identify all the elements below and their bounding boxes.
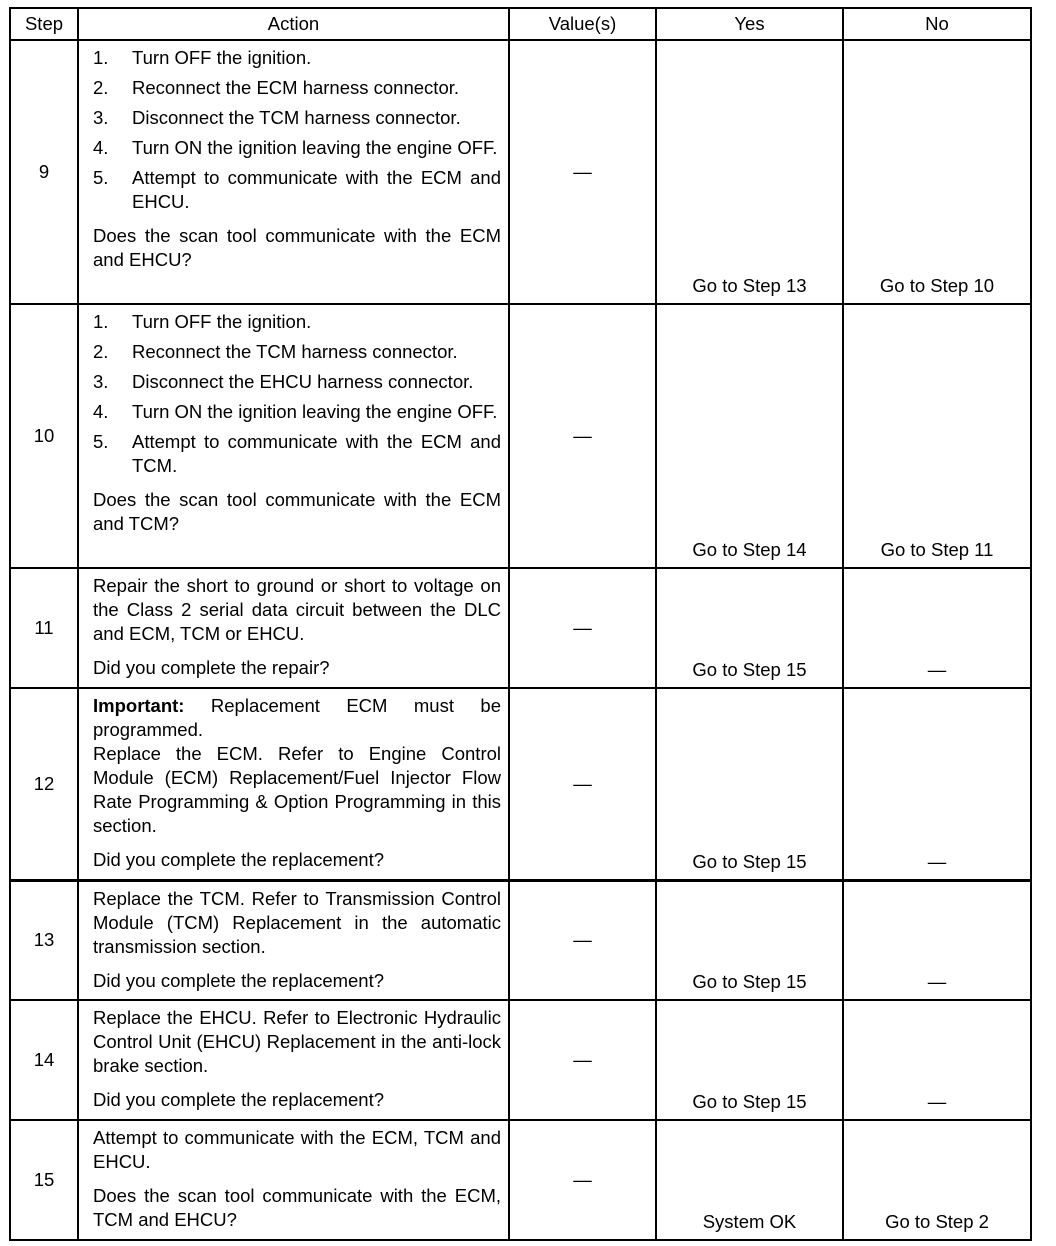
list-item xyxy=(93,106,501,130)
value-cell: — xyxy=(509,688,656,880)
list-item xyxy=(93,370,501,394)
value-cell: — xyxy=(509,304,656,568)
action-cell xyxy=(78,304,509,568)
table-row xyxy=(10,880,1031,1000)
yes-cell: System OK xyxy=(656,1120,843,1240)
instruction-text: Replace the TCM. Refer to Transmission Control Module (TCM) Replacement in the automatic transmission section. xyxy=(93,887,501,957)
table-row xyxy=(10,1000,1031,1120)
list-item xyxy=(93,310,501,334)
table-row xyxy=(10,568,1031,688)
no-cell: Go to Step 11 xyxy=(843,304,1031,568)
yes-cell: Go to Step 14 xyxy=(656,304,843,568)
value-cell: — xyxy=(509,568,656,688)
header-action: Action xyxy=(78,8,509,40)
list-item xyxy=(93,430,501,478)
header-values: Value(s) xyxy=(509,8,656,40)
diagnostic-table xyxy=(9,7,1032,1241)
item-text: Reconnect the ECM harness connector. xyxy=(132,77,460,98)
list-item xyxy=(93,76,501,100)
value-cell: — xyxy=(509,40,656,304)
item-number: 4. xyxy=(93,137,109,158)
action-cell xyxy=(78,40,509,304)
step-number: 9 xyxy=(10,40,78,304)
item-number: 5. xyxy=(93,431,109,452)
step-number: 11 xyxy=(10,568,78,688)
item-number: 2. xyxy=(93,341,109,362)
question-text: Did you complete the replacement? xyxy=(93,849,385,870)
item-number: 2. xyxy=(93,77,109,98)
step-number: 10 xyxy=(10,304,78,568)
question-text: Did you complete the replacement? xyxy=(93,969,385,991)
important-text: Replacement ECM must be programmed. xyxy=(93,695,501,740)
no-cell: — xyxy=(843,1000,1031,1120)
item-text: Turn OFF the ignition. xyxy=(132,311,312,332)
list-item xyxy=(93,400,501,424)
action-cell xyxy=(78,568,509,688)
no-cell: — xyxy=(843,880,1031,1000)
item-number: 3. xyxy=(93,107,109,128)
question-text: Does the scan tool communicate with the ECM and EHCU? xyxy=(93,225,501,270)
yes-cell: Go to Step 15 xyxy=(656,568,843,688)
instruction-text: Replace the ECM. Refer to Engine Control Module (ECM) Replacement/Fuel Injector Flow Rate Programming & Option Programming in this section. xyxy=(93,743,501,836)
step-number: 15 xyxy=(10,1120,78,1240)
header-step: Step xyxy=(10,8,78,40)
item-text: Reconnect the TCM harness connector. xyxy=(132,341,458,362)
yes-cell: Go to Step 13 xyxy=(656,40,843,304)
item-number: 1. xyxy=(93,311,109,332)
item-text: Attempt to communicate with the ECM and TCM. xyxy=(132,431,501,476)
table-row xyxy=(10,304,1031,568)
list-item xyxy=(93,46,501,70)
list-item xyxy=(93,136,501,160)
question-text: Did you complete the replacement? xyxy=(93,1089,385,1110)
item-text: Disconnect the EHCU harness connector. xyxy=(132,371,474,392)
table-row xyxy=(10,688,1031,880)
question-text: Does the scan tool communicate with the ECM, TCM and EHCU? xyxy=(93,1185,501,1230)
header-row xyxy=(10,8,1031,40)
item-text: Turn OFF the ignition. xyxy=(132,47,312,68)
instruction-text: Replace the EHCU. Refer to Electronic Hydraulic Control Unit (EHCU) Replacement in the anti-lock brake section. xyxy=(93,1007,501,1076)
no-cell: — xyxy=(843,688,1031,880)
action-cell xyxy=(78,688,509,880)
step-number: 13 xyxy=(10,880,78,1000)
yes-cell: Go to Step 15 xyxy=(656,688,843,880)
yes-cell: Go to Step 15 xyxy=(656,880,843,1000)
important-label: Important: xyxy=(93,695,185,716)
item-number: 3. xyxy=(93,371,109,392)
action-cell xyxy=(78,1000,509,1120)
step-number: 12 xyxy=(10,688,78,880)
header-no: No xyxy=(843,8,1031,40)
instruction-text: Repair the short to ground or short to voltage on the Class 2 serial data circuit between the DLC and ECM, TCM or EHCU. xyxy=(93,575,501,644)
action-cell xyxy=(78,880,509,1000)
value-cell: — xyxy=(509,1000,656,1120)
item-number: 4. xyxy=(93,401,109,422)
table-row xyxy=(10,40,1031,304)
list-item xyxy=(93,340,501,364)
no-cell: — xyxy=(843,568,1031,688)
item-text: Turn ON the ignition leaving the engine OFF. xyxy=(132,401,498,422)
item-text: Disconnect the TCM harness connector. xyxy=(132,107,461,128)
instruction-text: Attempt to communicate with the ECM, TCM and EHCU. xyxy=(93,1127,501,1172)
question-text: Does the scan tool communicate with the ECM and TCM? xyxy=(93,489,501,534)
step-number: 14 xyxy=(10,1000,78,1120)
header-yes: Yes xyxy=(656,8,843,40)
item-number: 5. xyxy=(93,167,109,188)
question-text: Did you complete the repair? xyxy=(93,657,330,678)
item-text: Attempt to communicate with the ECM and EHCU. xyxy=(132,167,501,212)
table-row xyxy=(10,1120,1031,1240)
value-cell: — xyxy=(509,880,656,1000)
yes-cell: Go to Step 15 xyxy=(656,1000,843,1120)
no-cell: Go to Step 2 xyxy=(843,1120,1031,1240)
important-note xyxy=(93,694,501,742)
value-cell: — xyxy=(509,1120,656,1240)
item-text: Turn ON the ignition leaving the engine OFF. xyxy=(132,137,498,158)
action-cell xyxy=(78,1120,509,1240)
item-number: 1. xyxy=(93,47,109,68)
list-item xyxy=(93,166,501,214)
no-cell: Go to Step 10 xyxy=(843,40,1031,304)
